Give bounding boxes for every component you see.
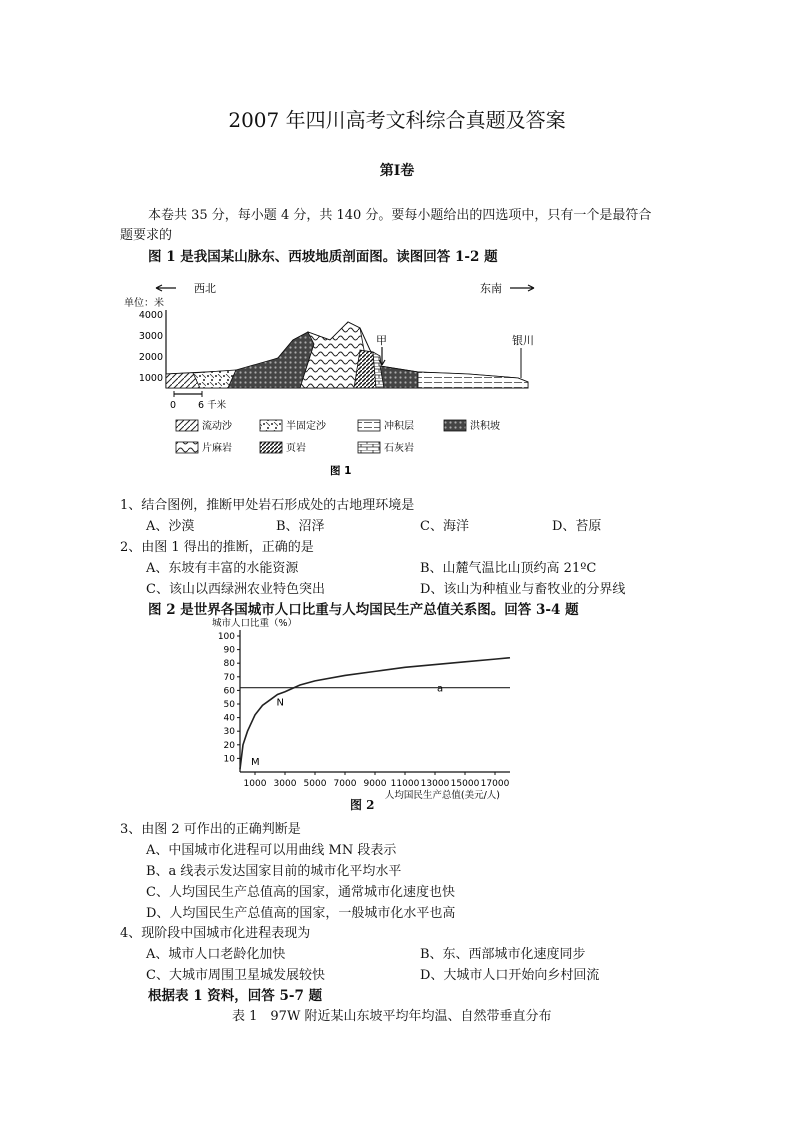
q3-option-a: A、中国城市化进程可以用曲线 MN 段表示 [146, 843, 397, 858]
chart-ytick-label: 20 [223, 740, 235, 751]
legend-swatch [260, 442, 282, 453]
legend-label: 半固定沙 [286, 421, 326, 432]
fig1-ytick: 1000 [138, 373, 163, 384]
label-yinchuan: 银川 [512, 334, 534, 347]
chart-ytick-label: 10 [223, 754, 235, 765]
figure-1-cross-section [118, 270, 576, 482]
q1-stem: 1、结合图例，推断甲处岩石形成处的古地理环境是 [120, 498, 415, 513]
legend-label: 流动沙 [202, 421, 232, 432]
fig2-intro: 图 2 是世界各国城市人口比重与人均国民生产总值关系图。回答 3-4 题 [148, 602, 579, 618]
fig1-unit: 单位：米 [124, 298, 164, 309]
chart-xtick-label: 15000 [450, 779, 480, 789]
q4-option-d: D、大城市人口开始向乡村回流 [420, 968, 600, 983]
q3-option-c: C、人均国民生产总值高的国家，通常城市化速度也快 [146, 885, 455, 900]
chart-annotation-a: a [437, 683, 444, 695]
legend-label: 页岩 [286, 443, 306, 454]
q1-option-d: D、苔原 [552, 519, 602, 534]
chart-xtick-label: 7000 [333, 779, 357, 789]
intro-line-2: 题要求的 [120, 228, 173, 243]
chart-ytick-label: 90 [223, 645, 235, 656]
fig1-intro: 图 1 是我国某山脉东、西坡地质剖面图。读图回答 1-2 题 [148, 249, 498, 265]
fig1-ytick: 4000 [138, 310, 163, 321]
q4-option-a: A、城市人口老龄化加快 [146, 947, 286, 962]
legend-label: 洪积坡 [470, 421, 500, 432]
q4-stem: 4、现阶段中国城市化进程表现为 [120, 926, 311, 941]
legend-label: 片麻岩 [202, 443, 232, 454]
chart-ytick-label: 60 [223, 686, 235, 697]
q1-option-b: B、沼泽 [276, 519, 325, 534]
table1-caption: 表 1 97W 附近某山东坡平均年均温、自然带垂直分布 [232, 1009, 552, 1024]
legend-swatch [358, 420, 380, 431]
fig1-ytick: 2000 [138, 352, 163, 363]
legend-swatch [260, 420, 282, 431]
chart-ytick-label: 100 [217, 632, 235, 642]
chart-ytick-label: 80 [223, 659, 235, 670]
fig1-scale-label: 6 千米 [198, 400, 227, 411]
q4-option-b: B、东、西部城市化速度同步 [420, 947, 586, 962]
chart-annotation-M: M [251, 757, 260, 769]
chart-ytick-label: 50 [223, 700, 235, 710]
figure-2-chart [200, 614, 530, 814]
q4-option-c: C、大城市周围卫星城发展较快 [146, 968, 325, 983]
chart-ytick-label: 70 [223, 672, 235, 683]
chart-xtick-label: 5000 [303, 779, 327, 789]
chart-xtick-label: 1000 [243, 779, 267, 789]
legend-label: 冲积层 [384, 421, 414, 432]
chart-xlabel: 人均国民生产总值(美元/人) [384, 790, 500, 801]
q3-option-d: D、人均国民生产总值高的国家，一般城市化水平也高 [146, 906, 456, 921]
dir-label-right: 东南 [480, 282, 502, 295]
q1-option-c: C、海洋 [420, 519, 469, 534]
q2-option-b: B、山麓气温比山顶约高 21ºC [420, 561, 597, 576]
chart-annotation-N: N [276, 697, 284, 709]
q2-option-d: D、该山为种植业与畜牧业的分界线 [420, 582, 626, 597]
dir-label-left: 西北 [194, 282, 216, 295]
legend-swatch [176, 420, 198, 431]
chart-xtick-label: 3000 [273, 779, 297, 789]
q2-option-c: C、该山以西绿洲农业特色突出 [146, 582, 325, 597]
chart-ylabel: 城市人口比重（%） [212, 618, 298, 629]
chart-series-urbanization [240, 658, 510, 770]
legend-swatch [176, 442, 198, 453]
legend-swatch [444, 420, 466, 431]
intro-line-1: 本卷共 35 分，每小题 4 分，共 140 分。要每小题给出的四选项中，只有一个是最符合 [148, 208, 652, 223]
chart-xtick-label: 13000 [420, 779, 450, 789]
fig2-caption: 图 2 [350, 798, 375, 812]
legend-label: 石灰岩 [384, 443, 414, 454]
chart-xtick-label: 9000 [363, 779, 387, 789]
q1-option-a: A、沙漠 [146, 519, 195, 534]
page-title: 2007 年四川高考文科综合真题及答案 [228, 108, 566, 132]
q3-stem: 3、由图 2 可作出的正确判断是 [120, 822, 301, 837]
table1-intro: 根据表 1 资料，回答 5-7 题 [148, 988, 323, 1004]
q2-option-a: A、东坡有丰富的水能资源 [146, 561, 299, 576]
chart-ytick-label: 30 [223, 727, 235, 738]
fig1-caption: 图 1 [330, 465, 352, 477]
chart-xtick-label: 11000 [390, 779, 420, 789]
legend-swatch [358, 442, 380, 453]
q2-stem: 2、由图 1 得出的推断，正确的是 [120, 540, 314, 555]
chart-ytick-label: 40 [223, 713, 235, 724]
fig1-scale-zero: 0 [170, 400, 177, 411]
q3-option-b: B、a 线表示发达国家目前的城市化平均水平 [146, 864, 402, 879]
label-jia: 甲 [376, 334, 387, 347]
chart-xtick-label: 17000 [480, 779, 510, 789]
fig1-ytick: 3000 [138, 331, 163, 342]
volume-heading: 第Ⅰ卷 [379, 163, 415, 179]
